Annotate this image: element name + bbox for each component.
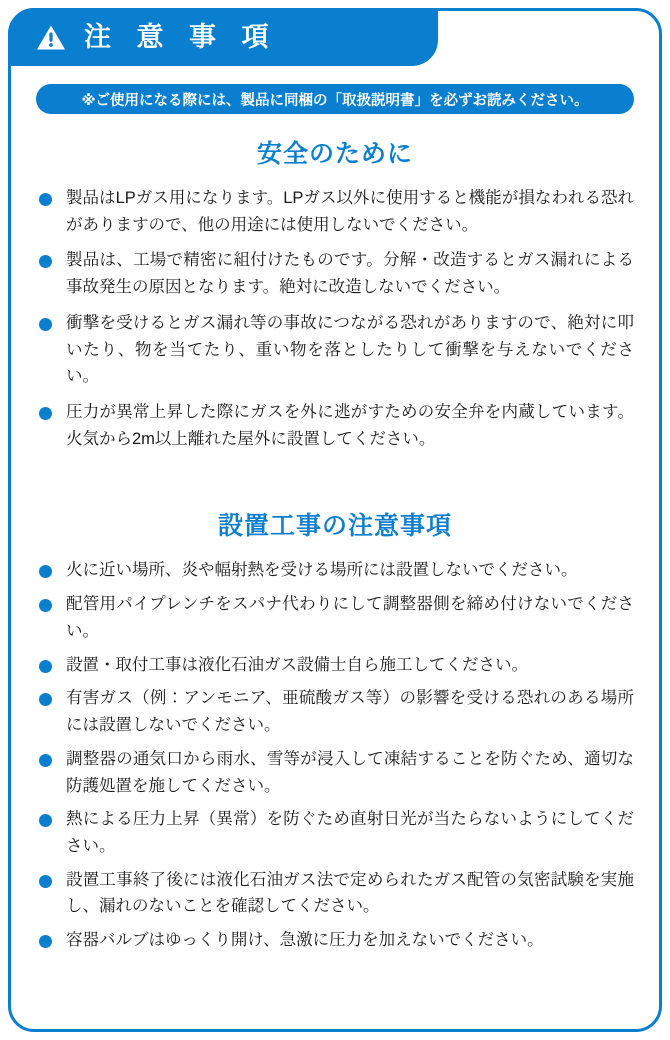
list-item: 容器バルブはゆっくり開け、急激に圧力を加えないでください。 <box>36 927 634 954</box>
list-item: 設置工事終了後には液化石油ガス法で定められたガス配管の気密試験を実施し、漏れのないことを確認してください。 <box>36 867 634 920</box>
section-title-safety: 安全のために <box>256 140 413 168</box>
list-item: 有害ガス（例：アンモニア、亜硫酸ガス等）の影響を受ける恐れのある場所には設置しないでください。 <box>36 685 634 738</box>
safety-bullet-list <box>36 185 634 452</box>
page-header <box>8 8 438 66</box>
warning-triangle-icon <box>36 24 66 51</box>
list-item: 製品は、工場で精密に組付けたものです。分解・改造するとガス漏れによる事故発生の原因となります。絶対に改造しないでください。 <box>36 247 634 300</box>
list-item: 熱による圧力上昇（異常）を防ぐため直射日光が当たらないようにしてください。 <box>36 806 634 859</box>
list-item: 設置・取付工事は液化石油ガス設備士自ら施工してください。 <box>36 652 634 679</box>
list-item: 調整器の通気口から雨水、雪等が浸入して凍結することを防ぐため、適切な防護処置を施してください。 <box>36 746 634 799</box>
list-item: 衝撃を受けるとガス漏れ等の事故につながる恐れがありますので、絶対に叩いたり、物を当てたり、重い物を落としたりして衝撃を与えないでください。 <box>36 310 634 390</box>
page-title: 注 意 事 項 <box>84 21 278 52</box>
installation-bullet-list <box>36 557 634 953</box>
manual-notice-ribbon: ※ご使用になる際には、製品に同梱の「取扱説明書」を必ずお読みください。 <box>36 84 634 114</box>
list-item: 製品はLPガス用になります。LPガス以外に使用すると機能が損なわれる恐れがありますので、他の用途には使用しないでください。 <box>36 185 634 238</box>
section-title-installation: 設置工事の注意事項 <box>217 512 452 541</box>
list-item: 配管用パイプレンチをスパナ代わりにして調整器側を締め付けないでください。 <box>36 591 634 644</box>
list-item: 圧力が異常上昇した際にガスを外に逃がすための安全弁を内蔵しています。火気から2m以上離れた屋外に設置してください。 <box>36 399 634 452</box>
notice-content <box>8 66 662 961</box>
list-item: 火に近い場所、炎や幅射熱を受ける場所には設置しないでください。 <box>36 557 634 584</box>
